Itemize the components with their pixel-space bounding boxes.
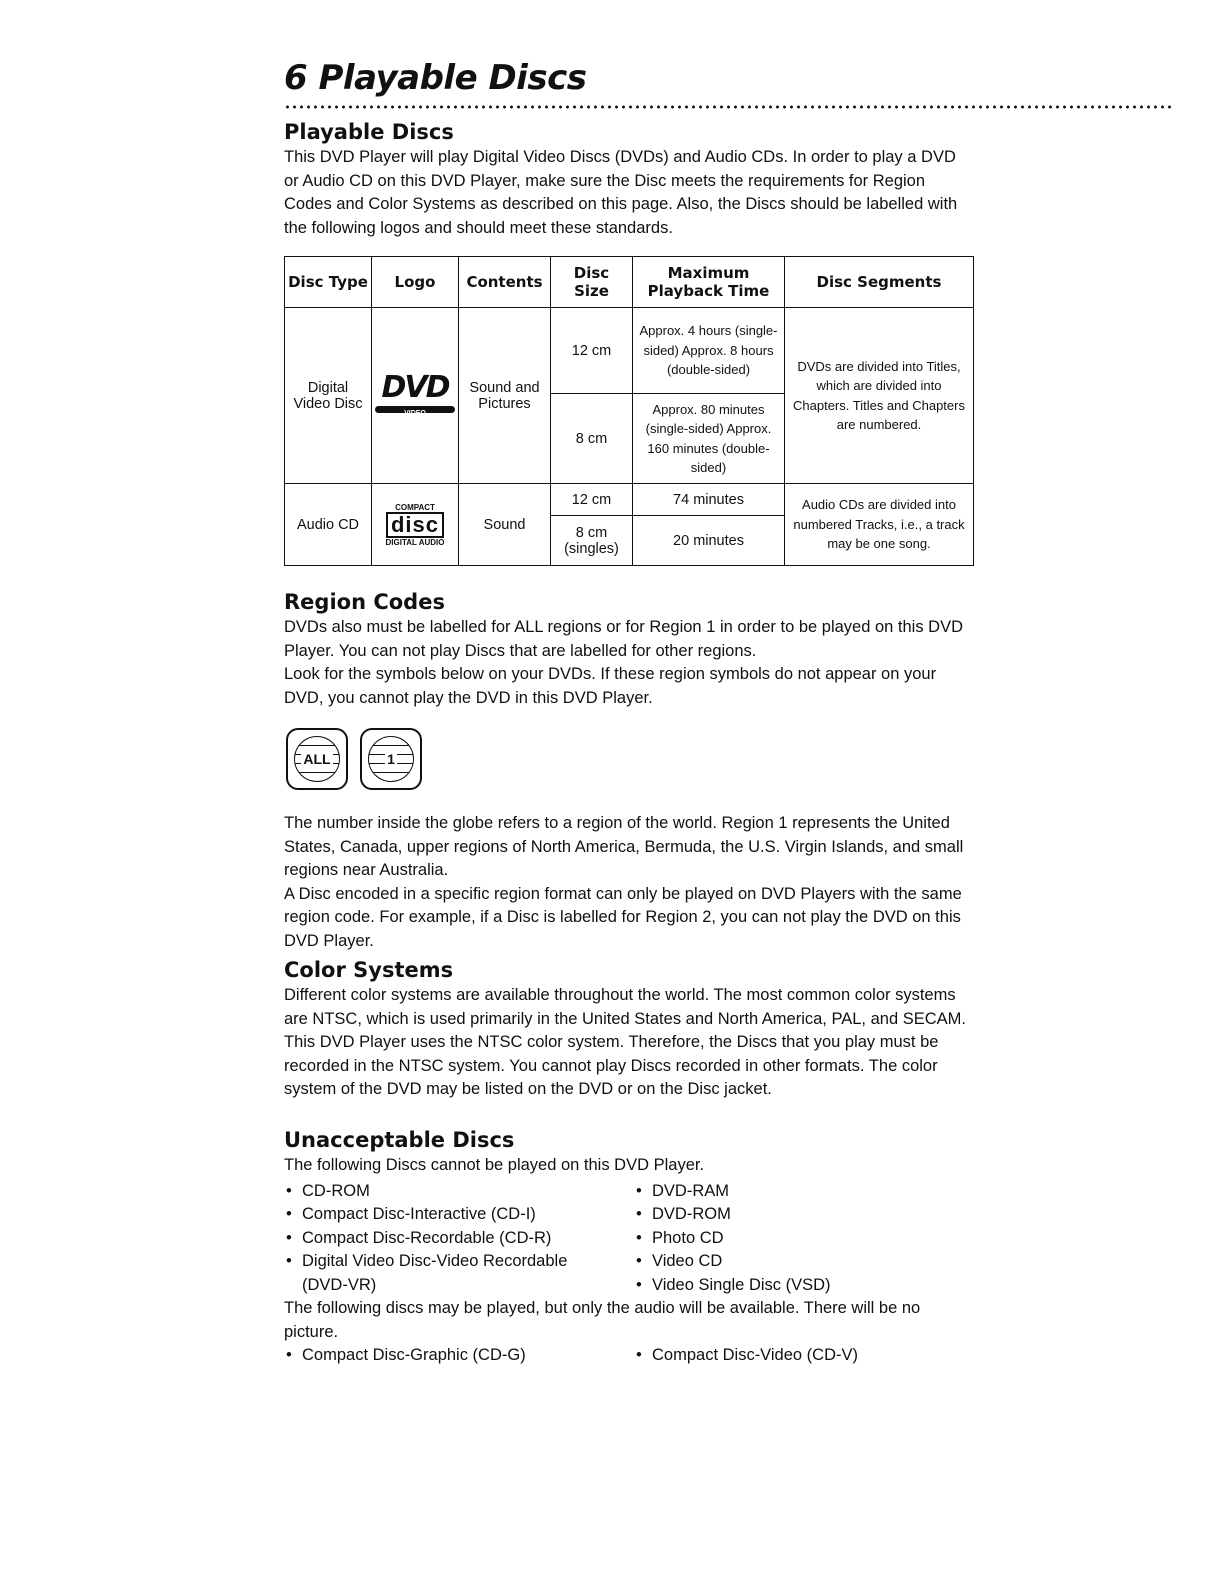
- table-header: Contents: [459, 257, 551, 308]
- list-item: • Video CD: [634, 1250, 831, 1274]
- dvd-logo: [372, 308, 459, 484]
- table-row: [285, 484, 974, 516]
- audio-only-list-right: [634, 1344, 858, 1368]
- region-codes-p1: DVDs also must be labelled for ALL regions or for Region 1 in order to be played on this DVD Player. You can not play Discs that are labelled for other regions.: [284, 618, 964, 660]
- color-systems-heading: Color Systems: [284, 958, 454, 982]
- cd-logo-top: COMPACT: [395, 502, 435, 512]
- dvd-video-logo-icon: DVD: [381, 369, 449, 405]
- audio-only-intro: The following discs may be played, but only the audio will be available. There will be no picture.: [284, 1299, 921, 1341]
- table-header-row: [285, 257, 974, 308]
- list-item: • Compact Disc-Graphic (CD-G): [284, 1344, 634, 1368]
- audio-only-list-left: [284, 1344, 634, 1368]
- unacceptable-discs-heading: Unacceptable Discs: [284, 1128, 515, 1152]
- audio-only-list: [284, 1344, 974, 1368]
- list-item: • Video Single Disc (VSD): [634, 1274, 831, 1298]
- region-codes-p3: The number inside the globe refers to a region of the world. Region 1 represents the United States, Canada, upper regions of North America, Bermuda, the U.S. Virgin Islands, and small regions near Australia.: [284, 814, 964, 879]
- cd-size-8: 8 cm (singles): [551, 516, 633, 566]
- unacceptable-intro: The following Discs cannot be played on this DVD Player.: [284, 1156, 705, 1174]
- region-codes-heading: Region Codes: [284, 590, 445, 614]
- list-item: • Compact Disc-Video (CD-V): [634, 1344, 858, 1368]
- table-header: Maximum Playback Time: [633, 257, 785, 308]
- region-all-globe-icon: [286, 728, 348, 790]
- color-systems-p2: This DVD Player uses the NTSC color system. Therefore, the Discs that you play must be recorded in the NTSC system. You cannot play Discs recorded in other formats. The color system of the DVD may be listed on the DVD or on the Disc jacket.: [284, 1033, 939, 1098]
- table-header: Logo: [372, 257, 459, 308]
- playable-discs-heading: Playable Discs: [284, 120, 454, 144]
- compact-disc-logo-icon: disc: [386, 512, 444, 538]
- dotted-divider: [284, 104, 1172, 110]
- section-region-codes: [284, 588, 974, 953]
- section-color-systems: [284, 956, 974, 1102]
- list-item: • Compact Disc-Recordable (CD-R): [284, 1227, 634, 1251]
- list-item: • Digital Video Disc-Video Recordable (DVD-VR): [284, 1250, 602, 1297]
- dvd-time-12: Approx. 4 hours (single-sided) Approx. 8 hours (double-sided): [633, 308, 785, 394]
- table-row: [285, 308, 974, 394]
- cd-time-12: 74 minutes: [633, 484, 785, 516]
- dvd-size-8: 8 cm: [551, 394, 633, 484]
- cd-logo-sub: DIGITAL AUDIO: [385, 537, 445, 547]
- dvd-size-12: 12 cm: [551, 308, 633, 394]
- region-codes-p4: A Disc encoded in a specific region format can only be played on DVD Players with the same region code. For example, if a Disc is labelled for Region 2, you can not play the DVD on this DVD Player.: [284, 884, 962, 950]
- unacceptable-list: [284, 1180, 974, 1298]
- list-item: • Compact Disc-Interactive (CD-I): [284, 1203, 634, 1227]
- section-playable-discs: [284, 118, 974, 240]
- region-icons: [286, 728, 974, 790]
- table-header: Disc Type: [285, 257, 372, 308]
- dvd-time-8: Approx. 80 minutes (single-sided) Approx. 160 minutes (double-sided): [633, 394, 785, 484]
- cd-logo: [372, 484, 459, 566]
- list-item: • CD-ROM: [284, 1180, 634, 1204]
- dvd-contents: Sound and Pictures: [459, 308, 551, 484]
- region-1-label: 1: [387, 751, 395, 767]
- unacceptable-list-right: [634, 1180, 831, 1298]
- cd-contents: Sound: [459, 484, 551, 566]
- list-item: • DVD-ROM: [634, 1203, 831, 1227]
- cd-disc-type: Audio CD: [285, 484, 372, 566]
- cd-size-12: 12 cm: [551, 484, 633, 516]
- list-item: • DVD-RAM: [634, 1180, 831, 1204]
- playable-discs-intro: This DVD Player will play Digital Video Discs (DVDs) and Audio CDs. In order to play a DVD or Audio CD on this DVD Player, make sure the Disc meets the requirements for Region Codes and Color Systems as described on this page. Also, the Discs should be labelled with the following logos and should meet these standards.: [284, 148, 958, 237]
- list-item: • Photo CD: [634, 1227, 831, 1251]
- disc-table-wrapper: [284, 256, 974, 566]
- region-codes-p2: Look for the symbols below on your DVDs. If these region symbols do not appear on your DVD, you cannot play the DVD in this DVD Player.: [284, 665, 937, 707]
- region-all-label: ALL: [303, 751, 331, 767]
- cd-time-8: 20 minutes: [633, 516, 785, 566]
- cd-segments: Audio CDs are divided into numbered Tracks, i.e., a track may be one song.: [785, 484, 974, 566]
- dvd-segments: DVDs are divided into Titles, which are divided into Chapters. Titles and Chapters are numbered.: [785, 308, 974, 484]
- dvd-disc-type: Digital Video Disc: [285, 308, 372, 484]
- section-unacceptable-discs: [284, 1126, 974, 1368]
- region-1-globe-icon: [360, 728, 422, 790]
- table-header: Disc Segments: [785, 257, 974, 308]
- color-systems-p1: Different color systems are available throughout the world. The most common color systems are NTSC, which is used primarily in the United States and North America, PAL, and SECAM.: [284, 986, 966, 1028]
- disc-table: [284, 256, 974, 566]
- chapter-title: 6 Playable Discs: [284, 58, 587, 98]
- dvd-logo-sub: VIDEO: [404, 409, 426, 417]
- unacceptable-list-left: [284, 1180, 634, 1298]
- table-header: Disc Size: [551, 257, 633, 308]
